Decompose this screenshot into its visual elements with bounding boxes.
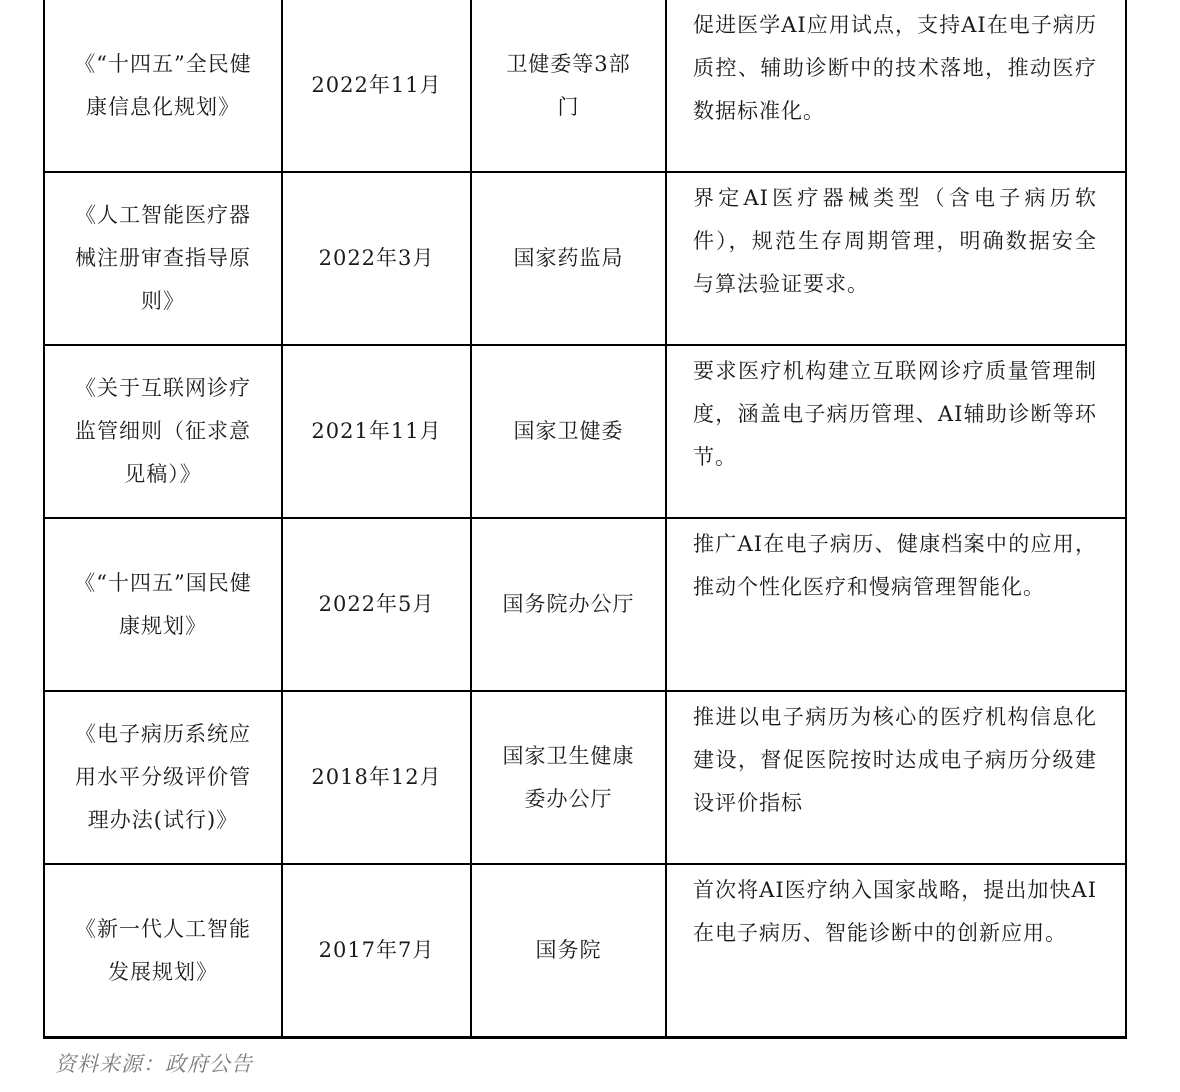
table-row [44,691,1126,864]
policy-name-cell: 《“十四五”国民健康规划》 [44,518,282,691]
table-row [44,518,1126,691]
policy-dept-cell: 国家卫健委 [471,345,666,518]
policy-dept-cell: 卫健委等3部门 [471,0,666,172]
policy-table [43,0,1127,1039]
policy-date-cell: 2022年3月 [282,172,471,345]
policy-date-cell: 2021年11月 [282,345,471,518]
policy-name-cell: 《关于互联网诊疗监管细则（征求意见稿）》 [44,345,282,518]
policy-dept-cell: 国家药监局 [471,172,666,345]
policy-dept-cell: 国家卫生健康委办公厅 [471,691,666,864]
table-row [44,345,1126,518]
policy-desc-cell: 促进医学AI应用试点，支持AI在电子病历质控、辅助诊断中的技术落地，推动医疗数据标准化。 [666,0,1126,172]
policy-desc-cell: 推广AI在电子病历、健康档案中的应用，推动个性化医疗和慢病管理智能化。 [666,518,1126,691]
policy-desc-cell: 推进以电子病历为核心的医疗机构信息化建设，督促医院按时达成电子病历分级建设评价指标 [666,691,1126,864]
table-row [44,172,1126,345]
policy-date-cell: 2022年11月 [282,0,471,172]
policy-name-cell: 《新一代人工智能发展规划》 [44,864,282,1038]
policy-name-cell: 《“十四五”全民健康信息化规划》 [44,0,282,172]
policy-date-cell: 2017年7月 [282,864,471,1038]
policy-name-cell: 《人工智能医疗器械注册审查指导原则》 [44,172,282,345]
table-row [44,0,1126,172]
policy-desc-cell: 界定AI医疗器械类型（含电子病历软件），规范生存周期管理，明确数据安全与算法验证要求。 [666,172,1126,345]
table-row [44,864,1126,1038]
policy-date-cell: 2018年12月 [282,691,471,864]
policy-date-cell: 2022年5月 [282,518,471,691]
policy-name-cell: 《电子病历系统应用水平分级评价管理办法(试行)》 [44,691,282,864]
policy-desc-cell: 要求医疗机构建立互联网诊疗质量管理制度，涵盖电子病历管理、AI辅助诊断等环节。 [666,345,1126,518]
source-note: 资料来源：政府公告 [55,1052,253,1076]
policy-table-container [43,0,1125,1039]
policy-desc-cell: 首次将AI医疗纳入国家战略，提出加快AI在电子病历、智能诊断中的创新应用。 [666,864,1126,1038]
policy-dept-cell: 国务院 [471,864,666,1038]
policy-dept-cell: 国务院办公厅 [471,518,666,691]
